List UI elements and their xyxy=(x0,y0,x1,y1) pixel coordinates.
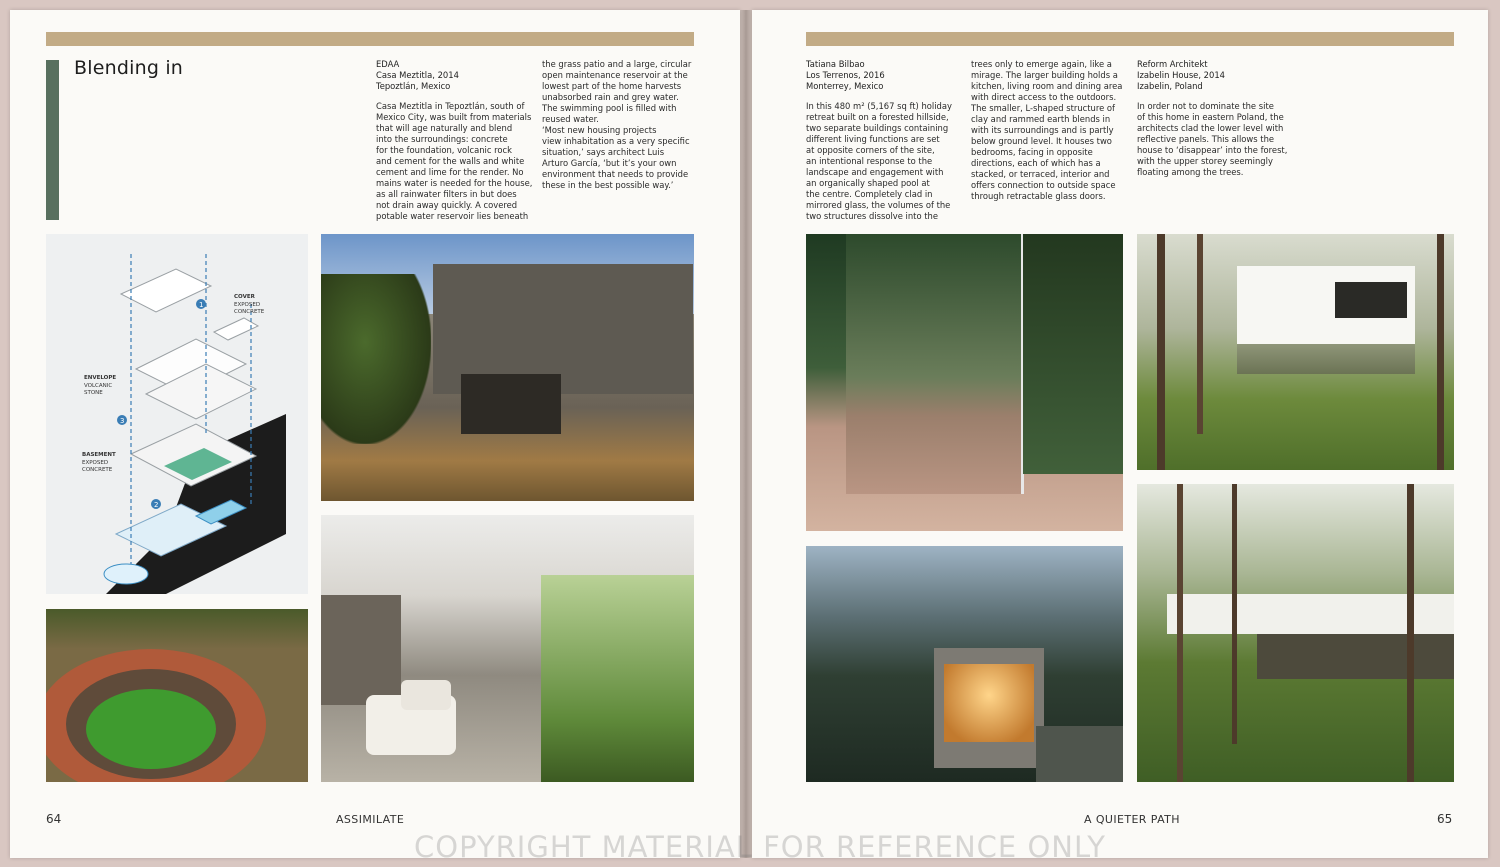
section-title: Blending in xyxy=(74,57,184,79)
diagram-marker-1: 1 xyxy=(199,301,204,309)
axonometric-diagram xyxy=(46,234,308,594)
project-credit-1 xyxy=(806,59,885,92)
body-column-2: trees only to emerge again, like a mirage. The larger building holds a kitchen, living room and dining area with direct access to the outdoors. The smaller, L-shaped structure of clay and rammed earth blends in with its surroundings and is partly below ground level. It houses two bedrooms, facing in opposite directions, each of which has a stacked, or terraced, interior and offers connection to outside space through retractable glass doors. xyxy=(971,59,1123,201)
left-page xyxy=(10,10,740,858)
diagram-sublabel-cover: EXPOSED CONCRETE xyxy=(234,302,265,315)
diagram-marker-2: 2 xyxy=(154,501,159,509)
body-column-1: In this 480 m² (5,167 sq ft) holiday retreat built on a forested hillside, two separate buildings containing different living functions are set at opposite corners of the site, an intentional response to the landscape and engagement with an organically shaped pool at the centre. Completely clad in mirrored glass, the volumes of the two structures dissolve into the xyxy=(806,101,952,221)
photo-izabelin-house-1 xyxy=(1137,234,1454,470)
architect-name: EDAA xyxy=(376,59,400,69)
header-band xyxy=(806,32,1454,46)
page-number-right: 65 xyxy=(1437,812,1453,826)
photo-los-terrenos-cabin xyxy=(806,546,1123,782)
project-credit xyxy=(376,59,459,92)
photo-circular-reservoir xyxy=(46,609,308,782)
project-location: Izabelin, Poland xyxy=(1137,81,1203,91)
section-accent-bar xyxy=(46,60,59,220)
right-page xyxy=(752,10,1488,858)
photo-casa-meztitla-exterior xyxy=(321,234,694,501)
architect-name: Reform Architekt xyxy=(1137,59,1208,69)
diagram-label-basement: BASEMENT xyxy=(82,452,116,458)
book-gutter xyxy=(740,10,752,858)
architect-name: Tatiana Bilbao xyxy=(806,59,865,69)
body-column-3: In order not to dominate the site of this home in eastern Poland, the architects clad the lower level with reflective panels. This allows the house to ‘disappear’ into the forest, with the upper storey seemingly floating among the trees. xyxy=(1137,101,1288,177)
project-location: Tepoztlán, Mexico xyxy=(376,81,451,91)
diagram-label-cover: COVER xyxy=(234,294,255,300)
project-name: Los Terrenos, 2016 xyxy=(806,70,885,80)
diagram-label-envelope: ENVELOPE xyxy=(84,375,117,381)
photo-izabelin-house-2 xyxy=(1137,484,1454,782)
project-location: Monterrey, Mexico xyxy=(806,81,884,91)
project-name: Casa Meztitla, 2014 xyxy=(376,70,459,80)
header-band xyxy=(46,32,694,46)
page-number-left: 64 xyxy=(46,812,62,826)
diagram-marker-3: 3 xyxy=(120,417,125,425)
section-runner-left: ASSIMILATE xyxy=(336,813,405,826)
project-name: Izabelin House, 2014 xyxy=(1137,70,1225,80)
photo-casa-meztitla-living-room xyxy=(321,515,694,782)
diagram-sublabel-envelope: VOLCANIC STONE xyxy=(84,383,113,396)
body-column-1: Casa Meztitla in Tepoztlán, south of Mexico City, was built from materials that will age naturally and blend into the surroundings: concrete for the foundation, volcanic rock and cement for the walls and white cement and lime for the render. No mains water is needed for the house, as all rainwater filters in but does not drain away quickly. A covered potable water reservoir lies beneath xyxy=(376,101,533,221)
project-credit-2 xyxy=(1137,59,1225,92)
photo-los-terrenos-mirror xyxy=(806,234,1123,531)
body-column-2: the grass patio and a large, circular open maintenance reservoir at the lowest part of the home harvests unabsorbed rain and grey water. The swimming pool is filled with reused water. ‘Most new housing projects view inhabitation as a very specific situation,’ says architect Luis Arturo García, ‘but it’s your own environment that needs to provide these in the best possible way.’ xyxy=(542,59,692,190)
diagram-sublabel-basement: EXPOSED CONCRETE xyxy=(82,460,113,473)
copyright-watermark: COPYRIGHT MATERIAL FOR REFERENCE ONLY xyxy=(414,830,1106,864)
section-runner-right: A QUIETER PATH xyxy=(1084,813,1180,826)
